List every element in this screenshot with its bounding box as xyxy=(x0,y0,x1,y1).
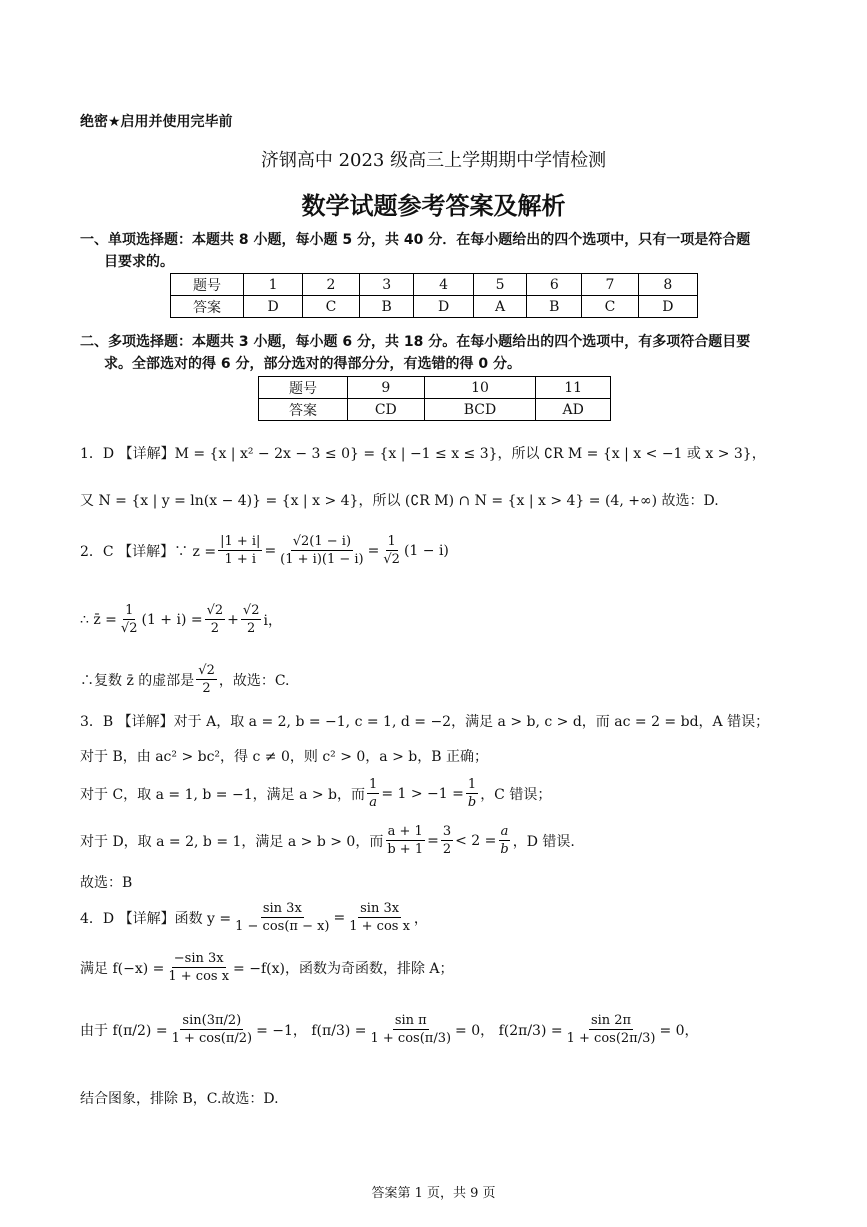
numerator: √2 xyxy=(206,603,224,618)
numerator: sin 2π xyxy=(590,1013,632,1028)
section1-answer-table xyxy=(170,273,698,318)
table-cell: D xyxy=(244,296,303,318)
denominator: 2 xyxy=(247,621,256,636)
fraction xyxy=(241,602,262,637)
table-cell: CD xyxy=(348,399,425,421)
numerator: a xyxy=(500,824,509,839)
table-cell: D xyxy=(638,296,697,318)
numerator: sin 3x xyxy=(360,901,400,916)
q2-line2-tail: i， xyxy=(263,612,282,629)
fraction xyxy=(278,533,365,568)
q4-line3 xyxy=(80,1012,699,1047)
table-cell: BCD xyxy=(424,399,536,421)
table-row xyxy=(171,274,698,296)
table-row xyxy=(259,399,611,421)
q3-line3 xyxy=(80,776,551,811)
q4-line1-prefix: 4．D 【详解】函数 y = xyxy=(80,910,232,927)
q2-line2-mid: (1 + i) = xyxy=(141,611,203,628)
numerator: √2 xyxy=(242,603,260,618)
section2-answer-table xyxy=(258,376,611,421)
fraction xyxy=(381,533,402,568)
denominator: 1 + cos(π/3) xyxy=(370,1031,452,1046)
q1-line1: 1．D 【详解】M = {x | x² − 2x − 3 ≤ 0} = {x | −1 ≤ x ≤ 3}，所以 ∁R M = {x | x < −1 或 x > 3}， xyxy=(80,446,766,462)
table-cell: 题号 xyxy=(259,377,348,399)
school-title: 济钢高中 2023 级高三上学期期中学情检测 xyxy=(260,150,607,171)
numerator: sin 3x xyxy=(262,901,302,916)
table-cell: 3 xyxy=(359,274,414,296)
fraction xyxy=(119,602,140,637)
q2-tail: (1 − i) xyxy=(403,542,449,559)
table-cell: 答案 xyxy=(171,296,244,318)
fraction xyxy=(170,1012,255,1047)
numerator: √2(1 − i) xyxy=(292,534,352,549)
denominator: 1 − cos(π − x) xyxy=(235,919,330,934)
q3-line4-tail: ，D 错误. xyxy=(512,833,575,850)
section1-instruction-line2: 目要求的。 xyxy=(104,254,174,270)
denominator: √2 xyxy=(383,552,400,567)
numerator: 1 xyxy=(467,777,477,792)
fraction xyxy=(565,1012,658,1047)
q3-line4-mid: < 2 = xyxy=(455,832,497,849)
table-cell: 1 xyxy=(244,274,303,296)
q3-line3-tail: ，C 错误； xyxy=(480,786,552,803)
q4-line2-prefix: 满足 f(−x) = xyxy=(80,960,165,977)
fraction xyxy=(441,823,453,858)
fraction xyxy=(218,533,262,568)
q1-line2: 又 N = {x | y = ln(x − 4)} = {x | x > 4}，所以 (∁R M) ∩ N = {x | x > 4} = (4, +∞) 故选：D. xyxy=(80,493,719,509)
q3-line4-prefix: 对于 D，取 a = 2, b = 1，满足 a > b > 0，而 xyxy=(80,833,384,850)
table-cell: B xyxy=(359,296,414,318)
section2-instruction-line1: 二、多项选择题：本题共 3 小题，每小题 6 分，共 18 分。在每小题给出的四个选项中，有多项符合题目要 xyxy=(80,334,751,350)
fraction xyxy=(369,1012,454,1047)
table-cell: 5 xyxy=(473,274,527,296)
numerator: a + 1 xyxy=(387,824,423,839)
table-cell: 8 xyxy=(638,274,697,296)
denominator: √2 xyxy=(120,621,138,636)
denominator: 1 + cos(π/2) xyxy=(171,1031,253,1046)
q4-line3-m2: = 0， f(2π/3) = xyxy=(455,1022,563,1039)
section1-instruction-line1: 一、单项选择题：本题共 8 小题，每小题 5 分，共 40 分．在每小题给出的四个选项中，只有一项是符合题 xyxy=(80,232,751,248)
table-cell: 4 xyxy=(414,274,473,296)
q3-line2: 对于 B，由 ac² > bc²，得 c ≠ 0，则 c² > 0，a > b，B 正确； xyxy=(80,749,488,765)
table-cell: A xyxy=(473,296,527,318)
fraction xyxy=(367,776,379,811)
q2-line1: 2．C 【详解】∵ z = $\frac{|1 + i|}{1 + i}$ = $\frac{√2(1 - i)}{(1 + i)(1 - i)}$ = $\frac{1}{√2}$ (1 − i) xyxy=(80,534,449,567)
numerator: −sin 3x xyxy=(173,951,224,966)
denominator: 2 xyxy=(202,681,211,696)
denominator: 1 + cos x xyxy=(168,969,230,984)
confidential-label: 绝密★启用并使用完毕前 xyxy=(80,114,233,130)
q4-line4: 结合图象，排除 B，C.故选：D. xyxy=(80,1091,279,1107)
table-cell: C xyxy=(582,296,639,318)
numerator: sin π xyxy=(394,1013,427,1028)
numerator: 1 xyxy=(387,534,396,549)
table-cell: AD xyxy=(536,399,611,421)
q2-prefix: 2．C 【详解】∵ z = xyxy=(80,543,217,560)
denominator: b xyxy=(500,842,509,857)
q4-line3-prefix: 由于 f(π/2) = xyxy=(80,1022,168,1039)
numerator: sin(3π/2) xyxy=(182,1013,242,1028)
denominator: 1 + cos(2π/3) xyxy=(566,1031,656,1046)
denominator: 2 xyxy=(210,621,220,636)
table-cell: 9 xyxy=(348,377,425,399)
table-row xyxy=(259,377,611,399)
denominator: a xyxy=(369,795,378,810)
document-title: 数学试题参考答案及解析 xyxy=(301,192,566,220)
denominator: 1 + i xyxy=(224,552,257,567)
q2-line3-prefix: ∴复数 z̄ 的虚部是 xyxy=(80,672,195,689)
table-cell: 6 xyxy=(527,274,582,296)
fraction xyxy=(196,662,217,697)
q3-line3-mid: = 1 > −1 = xyxy=(381,785,464,802)
fraction xyxy=(233,900,331,935)
section2-instruction-line2: 求。全部选对的得 6 分，部分选对的得部分分，有选错的得 0 分。 xyxy=(104,356,521,372)
table-cell: B xyxy=(527,296,582,318)
q4-line2-tail: = −f(x)，函数为奇函数，排除 A； xyxy=(233,960,454,977)
fraction xyxy=(498,823,510,858)
fraction xyxy=(205,602,226,637)
q2-line2-prefix: ∴ z̄ = xyxy=(80,611,117,628)
denominator: b + 1 xyxy=(387,842,424,857)
fraction xyxy=(385,823,425,858)
q3-line1: 3．B 【详解】对于 A，取 a = 2, b = −1, c = 1, d = −2，满足 a > b, c > d，而 ac = 2 = bd，A 错误； xyxy=(80,714,770,730)
fraction xyxy=(347,900,412,935)
q3-line3-prefix: 对于 C，取 a = 1, b = −1，满足 a > b，而 xyxy=(80,786,366,803)
q4-line2 xyxy=(80,950,454,985)
q4-line3-m1: = −1， f(π/3) = xyxy=(256,1022,367,1039)
q3-line5: 故选：B xyxy=(80,875,133,891)
table-row xyxy=(171,296,698,318)
numerator: 1 xyxy=(369,777,378,792)
numerator: √2 xyxy=(198,663,215,678)
numerator: 3 xyxy=(442,824,452,839)
denominator: b xyxy=(467,795,477,810)
numerator: |1 + i| xyxy=(220,534,261,549)
table-cell: 7 xyxy=(582,274,639,296)
table-cell: C xyxy=(303,296,360,318)
denominator: 2 xyxy=(442,842,452,857)
q2-line3-tail: ，故选：C. xyxy=(218,672,290,689)
denominator: 1 + cos x xyxy=(349,919,410,934)
page-footer: 答案第 1 页，共 9 页 xyxy=(371,1186,496,1201)
q4-line3-m3: = 0， xyxy=(659,1022,699,1039)
numerator: 1 xyxy=(125,603,134,618)
table-cell: 11 xyxy=(536,377,611,399)
denominator: (1 + i)(1 − i) xyxy=(280,552,364,567)
q3-line4: 对于 D，取 a = 2, b = 1，满足 a > b > 0，而 $\frac{a + 1}{b + 1}$ = $\frac{3}{2}$ < 2 = $\frac{a}{b}$ ，D 错误. xyxy=(80,824,575,857)
q4-line1: 4．D 【详解】函数 y = $\frac{\sin 3x}{1 - \cos(\pi - x)}$ = $\frac{\sin 3x}{\text{1 + cos x}}$ ， xyxy=(80,901,428,934)
table-cell: 答案 xyxy=(259,399,348,421)
table-cell: 题号 xyxy=(171,274,244,296)
fraction xyxy=(466,776,478,811)
table-cell: D xyxy=(414,296,473,318)
table-cell: 2 xyxy=(303,274,360,296)
table-cell: 10 xyxy=(424,377,536,399)
q2-line2: ∴ z̄ = $\frac{1}{√2}$ (1 + i) = $\frac{√2}{2}$ + $\frac{√2}{2}$ i， xyxy=(80,603,282,636)
q2-line3 xyxy=(80,662,290,697)
fraction xyxy=(166,950,231,985)
